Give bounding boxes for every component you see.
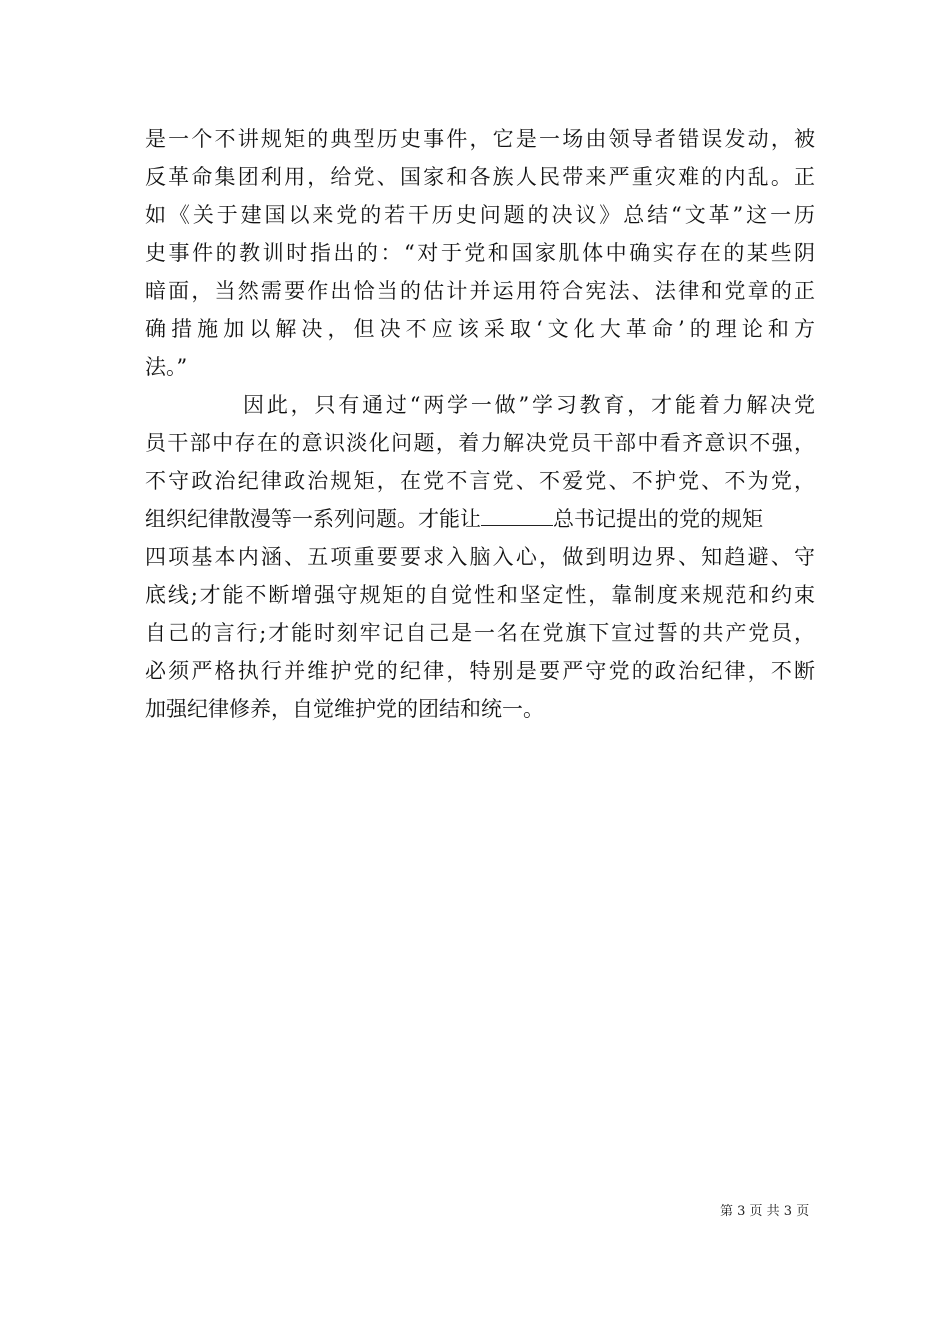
paragraph-2-line-5: 四项基本内涵、五项重要要求入脑入心，做到明边界、知趋避、守 <box>145 545 815 569</box>
paragraph-2-line-4 <box>145 500 815 538</box>
paragraph-2-line-8: 必须严格执行并维护党的纪律，特别是要严守党的政治纪律，不断 <box>145 659 815 683</box>
paragraph-1-line-7: 法。” <box>145 355 188 379</box>
paragraph-2-line-6: 底线;才能不断增强守规矩的自觉性和坚定性，靠制度来规范和约束 <box>145 583 815 607</box>
paragraph-2-line-3: 不守政治纪律政治规矩，在党不言党、不爱党、不护党、不为党， <box>145 469 815 493</box>
paragraph-2-line-2: 员干部中存在的意识淡化问题，着力解决党员干部中看齐意识不强， <box>145 431 815 455</box>
paragraph-1-line-5: 暗面，当然需要作出恰当的估计并运用符合宪法、法律和党章的正 <box>145 279 815 303</box>
paragraph-1-line-4: 史事件的教训时指出的：“对于党和国家肌体中确实存在的某些阴 <box>145 241 815 265</box>
paragraph-1-line-6: 确措施加以解决，但决不应该采取‘文化大革命’的理论和方 <box>145 317 815 341</box>
paragraph-2-line-9: 加强纪律修养，自觉维护党的团结和统一。 <box>145 697 544 721</box>
body-text <box>145 120 815 728</box>
paragraph-2-line-7: 自己的言行;才能时刻牢记自己是一名在党旗下宣过誓的共产党员， <box>145 621 815 645</box>
paragraph-1-line-2: 反革命集团利用，给党、国家和各族人民带来严重灾难的内乱。正 <box>145 165 815 189</box>
paragraph-1-line-3: 如《关于建国以来党的若干历史问题的决议》总结“文革”这一历 <box>145 203 815 227</box>
fill-blank-suffix: 总书记提出的党的规矩 <box>553 507 763 531</box>
fill-in-blank <box>481 504 553 526</box>
paragraph-1-line-1: 是一个不讲规矩的典型历史事件，它是一场由领导者错误发动，被 <box>145 127 815 151</box>
fill-blank-prefix: 组织纪律散漫等一系列问题。才能让 <box>145 507 481 531</box>
page-number-footer: 第 3 页 共 3 页 <box>720 1204 810 1219</box>
paragraph-2-line-1: 因此，只有通过“两学一做”学习教育，才能着力解决党 <box>243 393 815 417</box>
